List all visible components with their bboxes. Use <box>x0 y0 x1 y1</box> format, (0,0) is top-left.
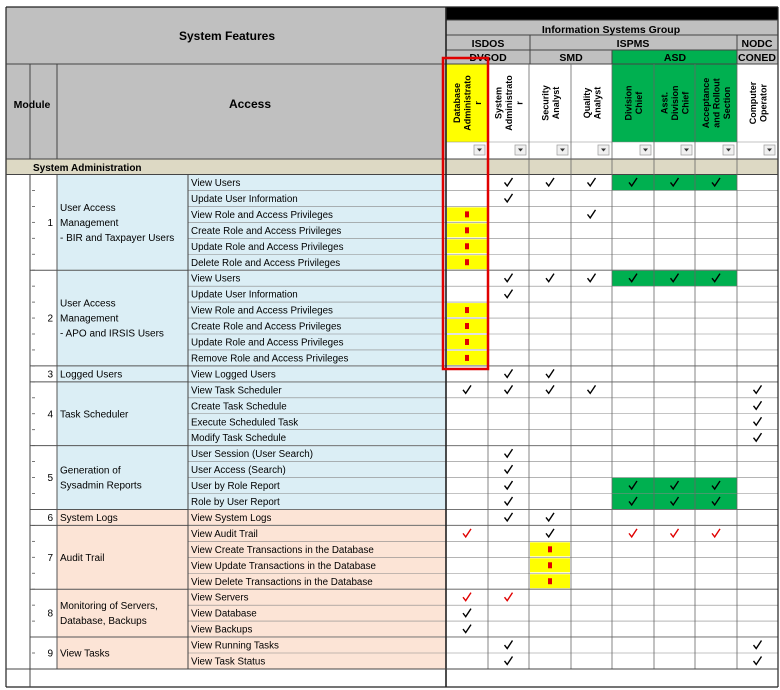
access-cell: Update User Information <box>191 289 298 301</box>
module-name: View Tasks <box>60 648 110 660</box>
green-cell <box>695 175 737 191</box>
check-icon <box>505 513 513 521</box>
check-icon <box>754 433 762 441</box>
role-header-4 <box>582 87 603 120</box>
role-label: Administrato <box>462 75 473 131</box>
access-cell: View Backups <box>191 624 253 636</box>
role-label: Section <box>722 86 732 120</box>
check-icon <box>505 656 513 664</box>
red-marker <box>465 259 469 265</box>
check-icon <box>588 385 596 393</box>
check-icon <box>588 178 596 186</box>
filter-dropdown-button[interactable] <box>474 145 485 155</box>
role-label: Acceptance <box>701 77 711 129</box>
check-icon <box>505 178 513 186</box>
check-icon <box>546 529 554 537</box>
module-number: 1 <box>47 217 53 229</box>
red-marker <box>548 562 552 568</box>
red-marker <box>465 243 469 249</box>
access-cell: View Task Scheduler <box>191 385 282 397</box>
module-name: - BIR and Taxpayer Users <box>60 232 175 244</box>
red-marker <box>548 546 552 552</box>
role-label: Division <box>670 85 680 121</box>
division-nodc: NODC <box>741 38 773 50</box>
role-label: and Rollout <box>711 78 722 128</box>
access-cell: View Role and Access Privileges <box>191 209 333 221</box>
role-label: Analyst <box>550 86 561 120</box>
access-header-bg <box>57 64 446 159</box>
green-cell <box>654 175 695 191</box>
subgroup-dvsod: DVSOD <box>469 52 507 64</box>
role-label: Quality <box>581 87 592 119</box>
module-name: Generation of <box>60 465 121 477</box>
green-cell <box>612 478 654 494</box>
role-header-3 <box>540 85 561 121</box>
module-name: Task Scheduler <box>60 409 129 421</box>
access-cell: View Users <box>191 178 241 189</box>
module-number: 3 <box>47 369 53 381</box>
check-icon <box>712 529 720 537</box>
module-header-bg <box>6 64 30 159</box>
check-icon <box>463 609 471 617</box>
green-cell <box>654 478 695 494</box>
filter-dropdown-button[interactable] <box>681 145 692 155</box>
module-name: System Logs <box>60 512 118 524</box>
access-cell: View Running Tasks <box>191 640 279 652</box>
access-cell: View Audit Trail <box>191 528 258 540</box>
access-cell: User Session (User Search) <box>191 449 313 461</box>
role-label: Security <box>540 85 551 121</box>
check-icon <box>505 369 513 377</box>
green-cell <box>654 494 695 510</box>
role-header-8 <box>748 81 769 124</box>
check-icon <box>505 274 513 282</box>
check-icon <box>505 593 513 601</box>
access-cell: View System Logs <box>191 512 272 524</box>
module-name: - APO and IRSIS Users <box>60 328 164 340</box>
check-icon <box>754 417 762 425</box>
access-cell: Create Task Schedule <box>191 401 287 413</box>
module-name: User Access <box>60 298 116 310</box>
module-number: 8 <box>47 608 53 620</box>
check-icon <box>463 593 471 601</box>
module-name: Audit Trail <box>60 552 105 564</box>
access-cell: View Task Status <box>191 656 266 668</box>
check-icon <box>546 178 554 186</box>
access-cell: View Role and Access Privileges <box>191 305 333 317</box>
filter-dropdown-button[interactable] <box>598 145 609 155</box>
subgroup-coned: CONED <box>738 52 776 64</box>
access-cell: View Servers <box>191 592 249 604</box>
check-icon <box>588 210 596 218</box>
check-icon <box>629 529 637 537</box>
subgroup-asd: ASD <box>663 52 687 64</box>
access-heading: Access <box>228 97 272 111</box>
role-label: Computer <box>747 81 758 125</box>
access-cell: View Users <box>191 273 241 285</box>
check-icon <box>463 625 471 633</box>
access-cell: View Database <box>191 608 257 620</box>
green-cell <box>612 175 654 191</box>
filter-dropdown-button[interactable] <box>640 145 651 155</box>
division-ispms: ISPMS <box>616 38 650 50</box>
check-icon <box>754 385 762 393</box>
subgroup-smd: SMD <box>559 52 583 64</box>
access-cell: Modify Task Schedule <box>191 433 287 445</box>
system-features-heading: System Features <box>178 29 276 43</box>
module-name: Sysadmin Reports <box>60 480 142 492</box>
check-icon <box>463 385 471 393</box>
filter-dropdown-button[interactable] <box>515 145 526 155</box>
access-cell: Update Role and Access Privileges <box>191 241 344 253</box>
red-marker <box>465 339 469 345</box>
access-cell: View Create Transactions in the Database <box>191 544 374 556</box>
division-isdos: ISDOS <box>471 38 505 50</box>
module-heading: Module <box>13 99 51 111</box>
check-icon <box>546 385 554 393</box>
check-icon <box>754 656 762 664</box>
filter-dropdown-button[interactable] <box>557 145 568 155</box>
red-marker <box>465 355 469 361</box>
check-icon <box>505 385 513 393</box>
role-label: Division <box>623 85 634 121</box>
module-name: User Access <box>60 202 116 214</box>
access-cell: View Update Transactions in the Database <box>191 560 376 572</box>
filter-dropdown-button[interactable] <box>723 145 734 155</box>
module-name-bg <box>57 446 188 510</box>
role-label: Asst. <box>659 91 670 115</box>
role-label: Administrato <box>504 75 514 131</box>
red-marker <box>548 578 552 584</box>
check-icon <box>671 529 679 537</box>
role-label: Database <box>452 82 462 124</box>
module-name: Management <box>60 217 119 229</box>
access-cell: Role by User Report <box>191 497 280 508</box>
check-icon <box>754 641 762 649</box>
check-icon <box>505 481 513 489</box>
role-label: r <box>473 101 483 105</box>
check-icon <box>505 465 513 473</box>
module-number: 9 <box>47 648 53 660</box>
check-icon <box>505 194 513 202</box>
module-number: 4 <box>47 409 53 421</box>
check-icon <box>546 513 554 521</box>
check-icon <box>505 449 513 457</box>
role-label: Analyst <box>592 86 603 120</box>
section-title: System Administration <box>33 163 142 174</box>
check-icon <box>505 497 513 505</box>
check-icon <box>588 274 596 282</box>
access-cell: Update User Information <box>191 193 298 205</box>
role-label: System <box>493 86 504 120</box>
module-name: Database, Backups <box>60 616 147 628</box>
access-cell: User Access (Search) <box>191 465 286 477</box>
green-cell <box>654 270 695 286</box>
role-label: Operator <box>758 83 769 123</box>
access-cell: Create Role and Access Privileges <box>191 225 342 237</box>
access-cell: View Logged Users <box>191 369 276 381</box>
green-cell <box>612 270 654 286</box>
header-black-band <box>446 7 778 20</box>
access-cell: Delete Role and Access Privileges <box>191 257 341 269</box>
green-cell <box>695 478 737 494</box>
role-label: Chief <box>633 91 644 115</box>
module-name: Management <box>60 313 119 325</box>
access-cell: Create Role and Access Privileges <box>191 321 342 333</box>
red-marker <box>465 211 469 217</box>
role-label: r <box>514 101 525 105</box>
red-marker <box>465 323 469 329</box>
module-number: 5 <box>47 473 53 485</box>
access-cell: Remove Role and Access Privileges <box>191 353 349 365</box>
module-number: 2 <box>47 313 53 325</box>
module-name-bg <box>57 589 188 637</box>
red-marker <box>465 307 469 313</box>
module-number: 7 <box>47 552 53 564</box>
check-icon <box>505 641 513 649</box>
access-cell: View Delete Transactions in the Database <box>191 576 373 588</box>
group-heading: Information Systems Group <box>541 24 681 36</box>
access-cell: Update Role and Access Privileges <box>191 337 344 349</box>
green-cell <box>695 494 737 510</box>
check-icon <box>546 274 554 282</box>
green-cell <box>612 494 654 510</box>
check-icon <box>463 529 471 537</box>
access-cell: User by Role Report <box>191 481 280 493</box>
check-icon <box>546 369 554 377</box>
access-cell: Execute Scheduled Task <box>191 417 299 429</box>
filter-dropdown-button[interactable] <box>764 145 775 155</box>
role-label: Chief <box>680 91 691 115</box>
red-marker <box>465 227 469 233</box>
module-number: 6 <box>47 512 53 524</box>
module-name: Logged Users <box>60 369 123 381</box>
check-icon <box>754 401 762 409</box>
module-name: Monitoring of Servers, <box>60 601 158 613</box>
check-icon <box>505 290 513 298</box>
green-cell <box>695 270 737 286</box>
